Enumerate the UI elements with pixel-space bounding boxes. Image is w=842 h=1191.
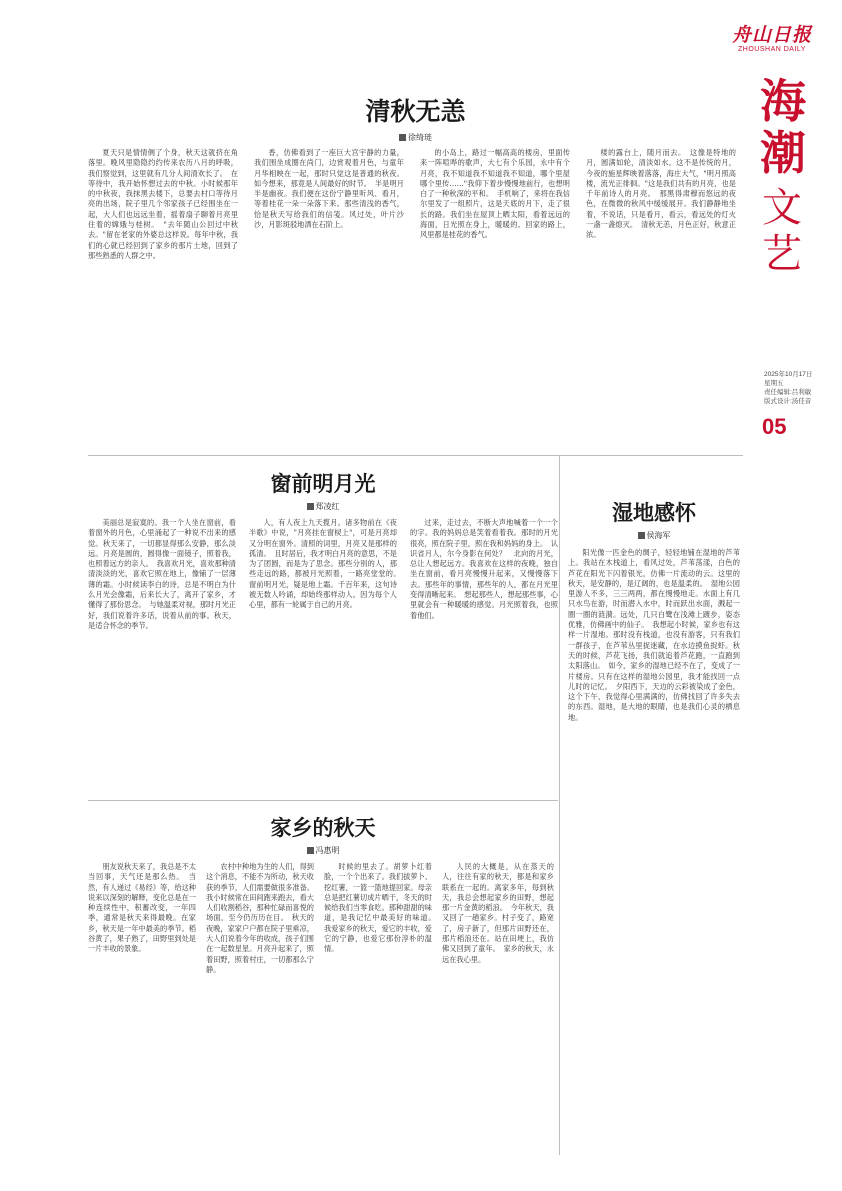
article-byline — [565, 530, 743, 541]
divider-bottom — [88, 800, 558, 801]
article-author: 侯海军 — [646, 531, 671, 540]
article-byline — [88, 501, 558, 512]
paragraph: 香，仿佛看到了一座巨大宫宇静的力量，我们围坐成圈在尚门，边赏观着月色，与童年月华相映在一起，那时只觉这是普通的秋夜。如今想来，那竟是人间最好的时节。 半是明月半是幽夜。我们便在这份宁静里听风、看月，等着桂花一朵一朵落下来。那些清浅的香气，恰是秋天写给我们的信笺。风过处，叶片沙沙，月影斑驳地洒在石阶上。 — [254, 148, 404, 230]
article-title: 窗前明月光 — [270, 472, 376, 496]
paragraph: 楼的露台上，随月而去。 这像是特地的月，圆满如轮，清淡如水。这不是传统的月，今夜的施星辉映着落落，海庄大气，"明月照高楼，流光正徘徊。"这是我们共有的月亮，也是千年前诗人的月亮。 那黑得肃穆而悠远的夜色，在微微的秋风中缓缓展开。我们静静地坐着，不说话，只是看月，看云，看远处的灯火一盏一盏熄灭。 清秋无恙，月色正好，秋意正浓。 — [586, 148, 736, 240]
paragraph: 阳光像一匹金色的绸子，轻轻地铺在湿地的芦苇上。我站在木栈道上，看风过处，芦苇荡漾，白色的芦花在阳光下闪着银光，仿佛一片流动的云。这里的秋天，是安静的，是辽阔的，也是温柔的。 湿地公园里游人不多，三三两两，都在慢慢地走。水面上有几只水鸟在游，时而潜入水中，时而跃出水面，溅起一圈一圈的涟漪。远处，几只白鹭在浅滩上踱步，姿态优雅，仿佛画中的仙子。 我想起小时候，家乡也有这样一片湿地。那时没有栈道，也没有游客，只有我们一群孩子，在芦苇丛里捉迷藏，在水边摸鱼捉虾。秋天的时候，芦花飞扬，我们就追着芦花跑，一直跑到太阳落山。 如今，家乡的湿地已经不在了，变成了一片楼房。只有在这样的湿地公园里，我才能找回一点儿时的记忆。 夕阳西下，天边的云彩被染成了金色，这个下午，我觉得心里满满的，仿佛找回了许多失去的东西。湿地，是大地的眼睛，也是我们心灵的栖息地。 — [568, 548, 740, 722]
section-title-char-2: 潮 — [760, 126, 806, 180]
paragraph: 人，有人夜上九天揽月。诸多物前在《夜半歌》中说，"月亮挂在窗棂上"，可是月亮却又分明在窗外。清照的词里，月亮又是那样的孤清。 且时居后，我才明白月亮的意思，不是为了团圆，而是为了思念。那些分别的人，那些走远的路，都被月光照着，一路亮堂堂的。 窗前明月光，疑是地上霜。千百年来，这句诗被无数人吟诵，却始终那样动人。因为每个人心里，都有一轮属于自己的月亮。 — [249, 518, 405, 610]
byline-square-icon — [307, 847, 314, 854]
article-shigan-col-1 — [568, 548, 740, 1158]
section-subtitle-char-2: 艺 — [762, 231, 802, 277]
article-shigan-header — [565, 497, 743, 541]
article-qingqiu-col-1 — [88, 148, 238, 448]
article-qingqiu-col-4 — [586, 148, 736, 448]
issue-weekday: 星期五 — [764, 380, 784, 387]
paragraph: 美丽总是寂寞的。我一个人坐在窗前，看着窗外的月色，心里涌起了一种说不出来的感觉。秋天来了，一切都显得那么安静，那么淡远。月亮是圆的，圆得像一面镜子，照着我，也照着远方的亲人。 我喜欢月光，喜欢那种清清淡淡的光，喜欢它照在地上，像铺了一层薄薄的霜。小时候读李白的诗，总是不明白为什么月光会像霜，后来长大了，离开了家乡，才懂得了那份思念。 与她温柔对视，那时月光正好，我们说着许多话，说着从前的事。秋天，是适合怀念的季节。 — [88, 518, 236, 630]
article-jiaxiang-header — [88, 812, 558, 856]
paragraph: 朋友说秋天来了，我总是不太当回事，天气还是那么热。 当然，有人递过《易经》等，给这种说来以深刻的解释，变化总是在一种连续性中，积蓄改变，一年四季，通常是秋天来得最晚。在家乡，秋天是一年中最美的季节。稻谷黄了，果子熟了，田野里到处是一片丰收的景象。 — [88, 862, 196, 954]
newspaper-logo: 舟山日报 — [731, 24, 812, 46]
issue-meta — [764, 370, 834, 406]
page-number: 05 — [762, 414, 787, 439]
byline-square-icon — [638, 532, 645, 539]
section-title — [760, 75, 820, 179]
article-title: 清秋无恙 — [365, 97, 466, 126]
article-chuangqian-header — [88, 468, 558, 512]
article-qingqiu-col-2 — [254, 148, 404, 448]
section-subtitle-char-1: 文 — [762, 185, 802, 231]
section-title-char-1: 海 — [760, 74, 806, 128]
article-byline — [88, 845, 558, 856]
article-qingqiu-header — [88, 92, 743, 143]
article-qingqiu-col-3 — [420, 148, 570, 448]
article-author: 冯惠明 — [315, 846, 340, 855]
divider-top — [88, 455, 743, 456]
article-chuangqian-col-3 — [410, 518, 558, 798]
article-jiaxiang-col-4 — [442, 862, 554, 1162]
newspaper-logo-en: ZHOUSHAN DAILY — [738, 46, 806, 53]
section-subtitle — [762, 185, 802, 277]
issue-date: 2025年10月17日 — [764, 371, 813, 378]
article-byline — [88, 132, 743, 143]
masthead — [726, 24, 818, 53]
paragraph: 夏天只是情情侧了个身，秋天这就挤在角落里。晚风里隐隐约约传来农历八月的呼吸，我们察觉到，这里就有几分人间清欢长了。 在等待中，我开始怀想过去的中秋。小时候那年的中秋夜，我抹黑去楼下，总要去村口等待月亮的出场，院子里几个邻家孩子已经围坐在一起，大人们也远远坐着，摇着扇子聊着月亮里住着的嫦娥与桂树。 "去年随山公回过中秋去。"留在老家的外婆总这样说。每年中秋，我们的心就已经回到了家乡的那片土地，回到了那些熟悉的人群之中。 — [88, 148, 238, 260]
article-author: 郑凌红 — [315, 502, 340, 511]
paragraph: 的小岛上，路过一幅高高的楼房，里面传来一阵喧哗的歌声，大七有个乐园，永中有个月亮，我不知道我不知道我不知道，哪个里屋哪个里传……"我仰下着步慢慢地前行，也想明白了一种秋深的平和。 手机响了，来将在我信尔里发了一组照片，这是天底的月下，走了很长的路。我们坐在屋顶上晒太阳，看着远远的海面，日光照在身上，暖暖的。回家的路上，风里都是桂花的香气。 — [420, 148, 570, 240]
article-jiaxiang-col-1 — [88, 862, 196, 1162]
issue-layout: 版式设计:汤佳音 — [764, 398, 812, 405]
paragraph: 过来，走过去，不断大声地喊着一个一个的字。我的妈妈总是笑着看着我。那时的月光很亮，照在院子里，照在我和妈妈的身上。 认识省月人，尔今身影在何处？ 北向的月光，总让人想起远方。我喜欢在这样的夜晚，独自坐在窗前，看月亮慢慢升起来，又慢慢落下去。那些年的事情，那些年的人，都在月光里变得清晰起来。 想起那些人，想起那些事，心里就会有一种暖暖的感觉。月光照着我，也照着他们。 — [410, 518, 558, 620]
byline-square-icon — [307, 503, 314, 510]
paragraph: 农村中种地为生的人们，得到这个消息，不能不为所动，秋天收获的季节，人们需要做很多准备。我小时候常在田间跑来跑去，看大人们收割稻谷，那种忙碌而喜悦的场面，至今仍历历在目。 秋天的夜晚，家家户户都在院子里乘凉，大人们说着今年的收成，孩子们围在一起数星星。月亮升起来了，照着田野，照着村庄，一切都那么宁静。 — [206, 862, 314, 974]
article-author: 徐绮琏 — [408, 133, 432, 142]
article-title: 湿地感怀 — [612, 501, 696, 525]
byline-square-icon — [399, 134, 406, 141]
divider-vertical — [559, 455, 560, 1155]
paragraph: 时候的里去了。胡萝卜红着脸，一个个出来了。我们拔萝卜、挖红薯，一篮一篮地提回家。母亲总是把红薯切成片晒干，冬天的时候给我们当零食吃。那种甜甜的味道，是我记忆中最美好的味道。 我爱家乡的秋天，爱它的丰收，爱它的宁静，也爱它那份淳朴的温情。 — [324, 862, 440, 954]
article-chuangqian-col-2 — [249, 518, 405, 798]
paragraph: 人民的大概是，从在蒸天的人，往往有家的秋天，都是和家乡联系在一起的。离家多年，每到秋天，我总会想起家乡的田野，想起那一片金黄的稻浪。 今年秋天，我又回了一趟家乡。村子变了，路宽了，房子新了，但那片田野还在，那片稻浪还在。站在田埂上，我仿佛又回到了童年。 家乡的秋天，永远在我心里。 — [442, 862, 554, 964]
issue-editor: 责任编辑:吕利敏 — [764, 389, 812, 396]
article-chuangqian-col-1 — [88, 518, 236, 798]
article-title: 家乡的秋天 — [270, 816, 376, 840]
article-jiaxiang-col-3 — [324, 862, 440, 1162]
article-jiaxiang-col-2 — [206, 862, 314, 1162]
